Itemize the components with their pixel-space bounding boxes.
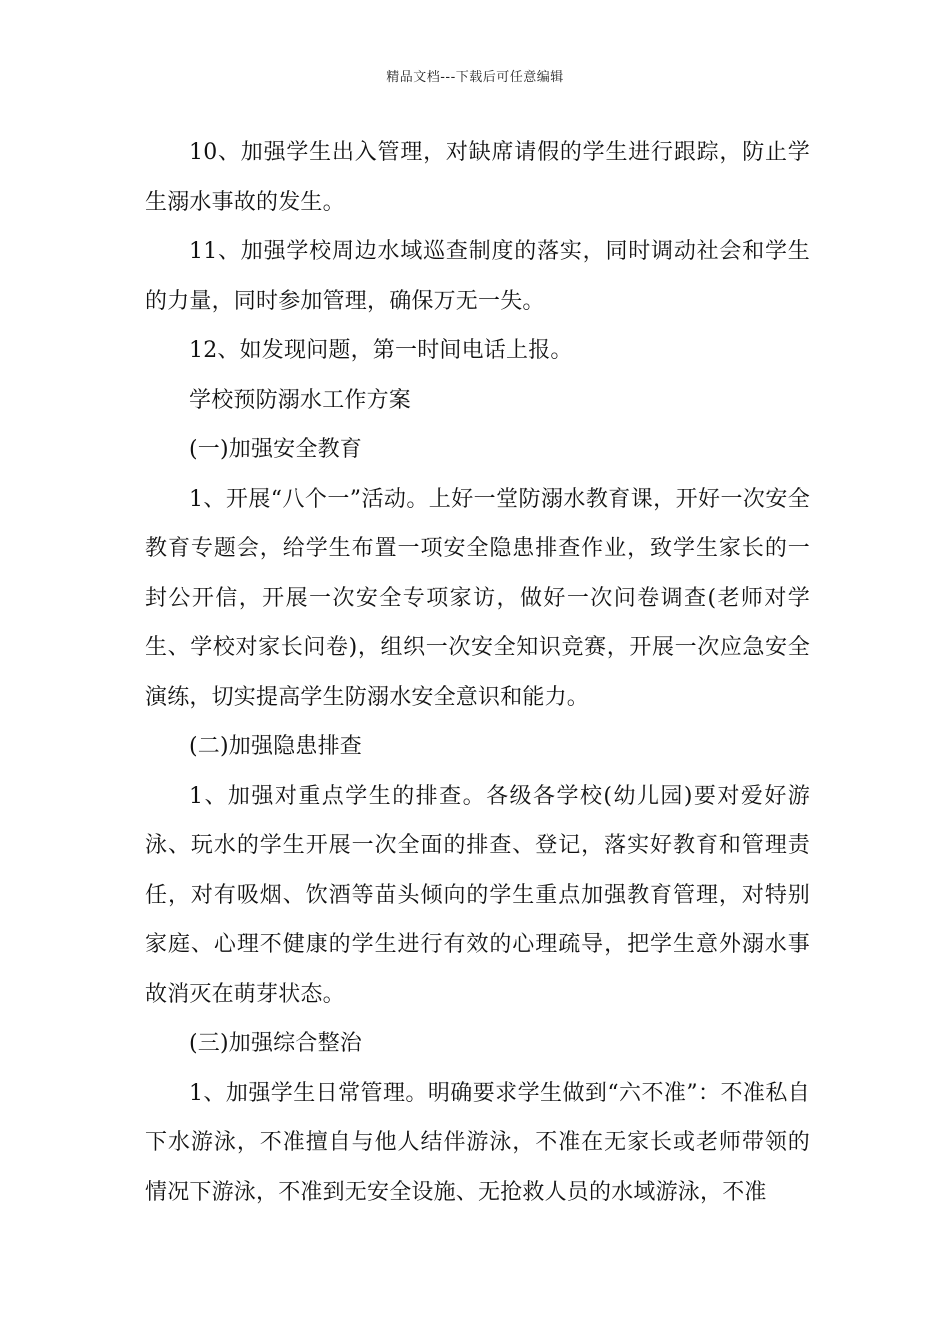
subsection-heading-1: (一)加强安全教育 (189, 437, 362, 462)
paragraph-activities: 1、开展“八个一”活动。上好一堂防溺水教育课，开好一次安全教育专题会，给学生布置一项安全隐患排查作业，致学生家长的一封公开信，开展一次安全专项家访，做好一次问卷调查(老师对学生、学校对家长问卷)，组织一次安全知识竞赛，开展一次应急安全演练，切实提高学生防溺水安全意识和能力。 (145, 486, 810, 710)
section-title: 学校预防溺水工作方案 (189, 387, 412, 413)
paragraph-daily-management: 1、加强学生日常管理。明确要求学生做到“六不准”：不准私自下水游泳，不准擅自与他人结伴游泳，不准在无家长或老师带领的情况下游泳，不准到无安全设施、无抢救人员的水域游泳，不准 (145, 1080, 810, 1205)
subsection-heading-2: (二)加强隐患排查 (189, 734, 362, 759)
document-body (145, 128, 810, 1217)
page-header: 精品文档---下载后可任意编辑 (386, 70, 564, 85)
paragraph-hazard-screening: 1、加强对重点学生的排查。各级各学校(幼儿园)要对爱好游泳、玩水的学生开展一次全面的排查、登记，落实好教育和管理责任，对有吸烟、饮酒等苗头倾向的学生重点加强教育管理，对特别家庭、心理不健康的学生进行有效的心理疏导，把学生意外溺水事故消灭在萌芽状态。 (145, 783, 810, 1007)
paragraph-item-11: 11、加强学校周边水域巡查制度的落实，同时调动社会和学生的力量，同时参加管理，确保万无一失。 (145, 239, 810, 314)
paragraph-item-10: 10、加强学生出入管理，对缺席请假的学生进行跟踪，防止学生溺水事故的发生。 (145, 140, 810, 215)
subsection-heading-3: (三)加强综合整治 (189, 1031, 362, 1056)
paragraph-item-12: 12、如发现问题，第一时间电话上报。 (189, 338, 573, 363)
